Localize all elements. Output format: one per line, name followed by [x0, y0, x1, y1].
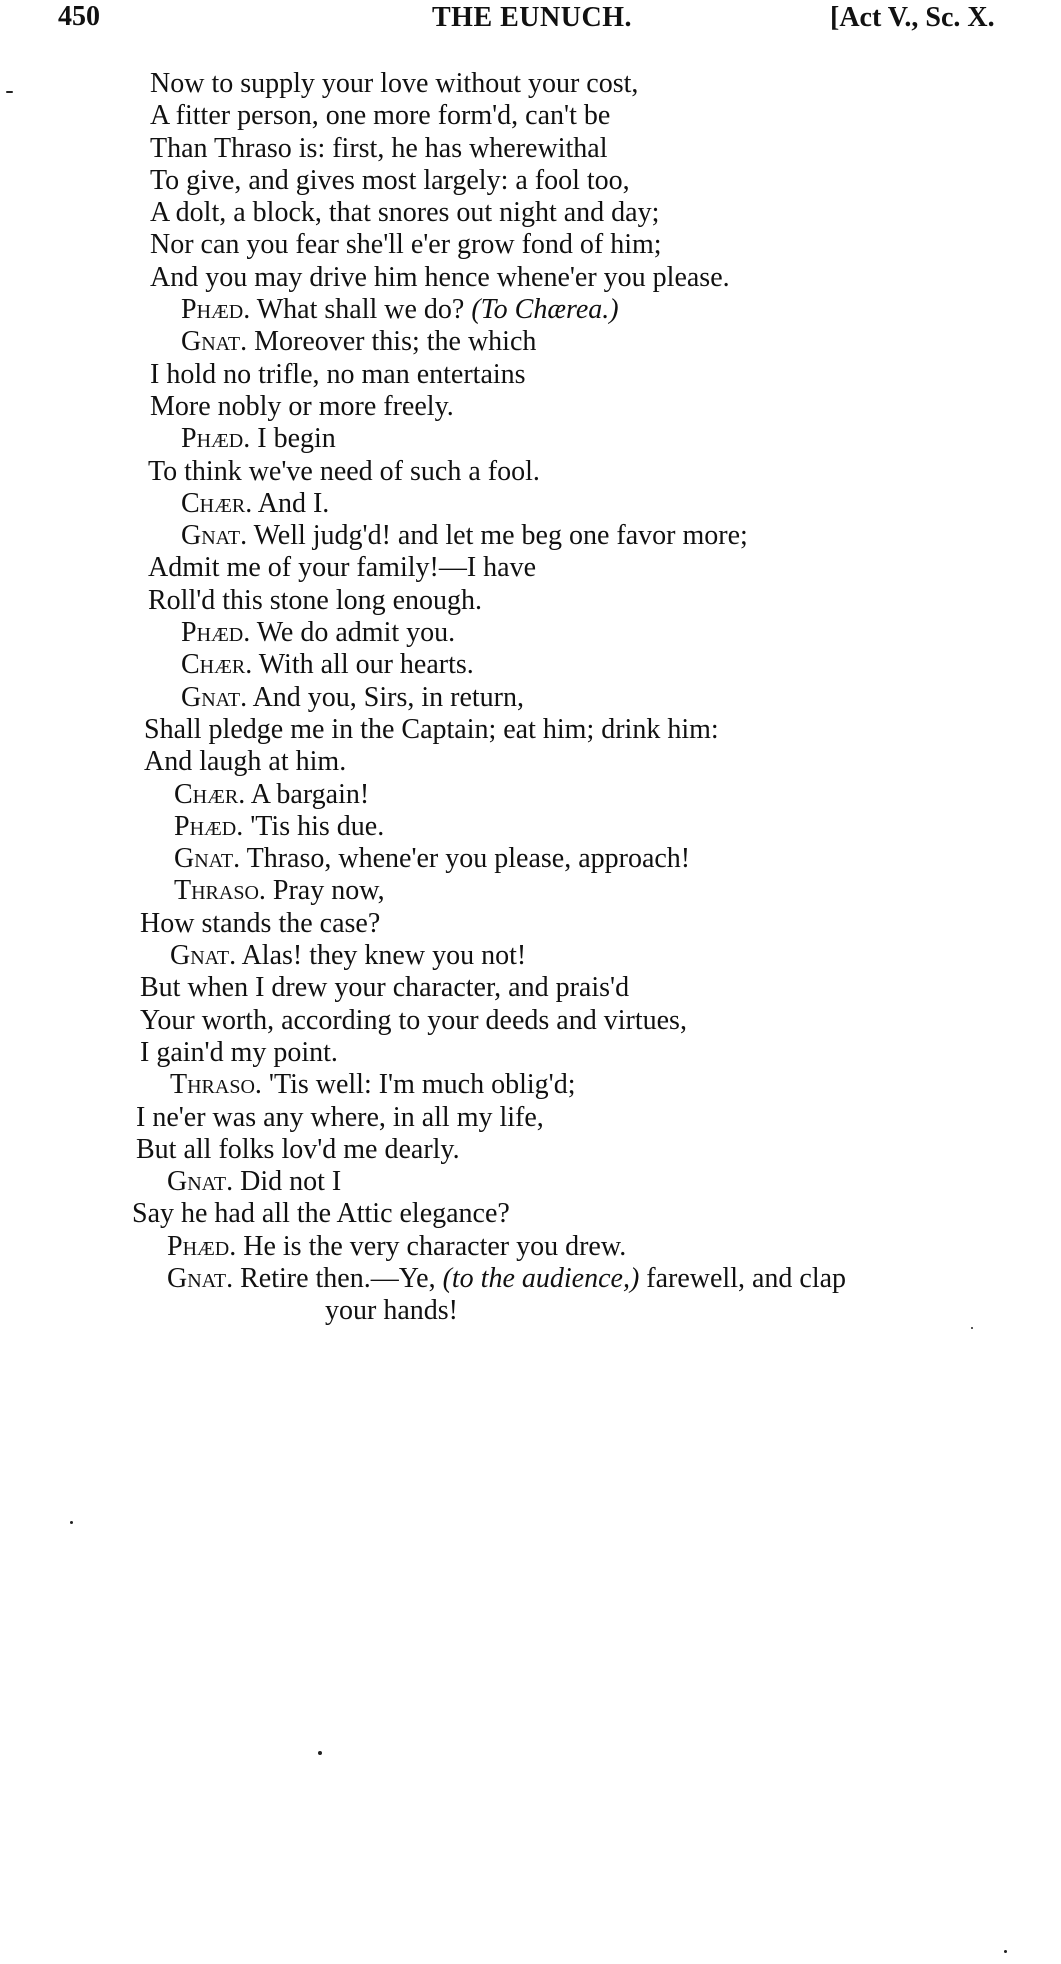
line-text: But all folks lov'd me dearly.	[136, 1133, 460, 1165]
text-line	[0, 68, 1061, 100]
speaker-name: Phæd.	[181, 423, 251, 455]
text-line	[0, 133, 1061, 165]
line-text: And I.	[257, 487, 330, 519]
speaker-name: Chær.	[181, 649, 253, 681]
line-text: A fitter person, one more form'd, can't be	[150, 100, 611, 132]
speaker-name: Phæd.	[181, 294, 251, 326]
text-line	[0, 294, 1061, 326]
text-line	[0, 617, 1061, 649]
line-text: More nobly or more freely.	[150, 390, 454, 422]
print-speck	[70, 1521, 73, 1524]
text-line	[0, 520, 1061, 552]
text-line	[0, 1069, 1061, 1101]
text-line	[0, 714, 1061, 746]
text-line	[0, 972, 1061, 1004]
text-line	[0, 552, 1061, 584]
text-line	[0, 391, 1061, 423]
line-text: I ne'er was any where, in all my life,	[136, 1101, 544, 1133]
text-line	[0, 100, 1061, 132]
line-text: Thraso, whene'er you please, approach!	[246, 843, 691, 875]
text-line	[0, 326, 1061, 358]
play-text	[0, 68, 1061, 1328]
speaker-name: Gnat.	[167, 1166, 234, 1198]
page-header	[0, 0, 1061, 50]
line-text: Alas! they knew you not!	[241, 940, 527, 972]
text-line	[0, 229, 1061, 261]
page-number: 450	[58, 1, 100, 32]
text-line	[0, 262, 1061, 294]
line-text: Now to supply your love without your cost,	[150, 68, 639, 99]
speaker-name: Gnat.	[181, 681, 248, 713]
text-line	[0, 1198, 1061, 1230]
text-line	[0, 682, 1061, 714]
act-scene-label: [Act V., Sc. X.	[830, 2, 995, 33]
speaker-name: Gnat.	[181, 520, 248, 552]
line-text: Nor can you fear she'll e'er grow fond of him;	[150, 229, 662, 261]
line-text: How stands the case?	[140, 907, 381, 939]
text-line	[0, 423, 1061, 455]
text-line	[0, 908, 1061, 940]
line-text: And laugh at him.	[144, 746, 347, 778]
line-text: A bargain!	[250, 778, 370, 810]
line-text: Than Thraso is: first, he has wherewithal	[150, 132, 608, 164]
text-line	[0, 940, 1061, 972]
text-line	[0, 811, 1061, 843]
speaker-name: Chær.	[174, 778, 246, 810]
line-text: 'Tis his due.	[250, 810, 385, 842]
line-text: What shall we do?	[256, 294, 465, 326]
line-text: To give, and gives most largely: a fool too,	[150, 164, 630, 196]
line-text: Well judg'd! and let me beg one favor more;	[253, 520, 748, 552]
line-text: Roll'd this stone long enough.	[148, 584, 483, 616]
line-text: And you, Sirs, in return,	[252, 681, 525, 713]
text-line	[0, 165, 1061, 197]
text-line	[0, 1231, 1061, 1263]
text-line	[0, 779, 1061, 811]
text-line	[0, 585, 1061, 617]
line-text: I gain'd my point.	[140, 1036, 338, 1068]
stage-direction: (to the audience,)	[442, 1262, 640, 1294]
speaker-name: Thraso.	[170, 1069, 262, 1101]
print-speck	[971, 1327, 973, 1329]
line-text: I hold no trifle, no man entertains	[150, 358, 526, 390]
speaker-name: Gnat.	[170, 940, 237, 972]
text-line	[0, 1134, 1061, 1166]
speaker-name: Gnat.	[167, 1262, 234, 1294]
line-text: Admit me of your family!—I have	[148, 552, 537, 584]
speaker-name: Gnat.	[174, 843, 241, 875]
line-text: Retire then.—Ye,	[240, 1262, 436, 1294]
text-line	[0, 746, 1061, 778]
line-text: We do admit you.	[256, 617, 456, 649]
text-line	[0, 456, 1061, 488]
line-text: Say he had all the Attic elegance?	[132, 1198, 510, 1230]
text-line	[0, 488, 1061, 520]
line-text: A dolt, a block, that snores out night and day;	[150, 197, 660, 229]
text-line	[0, 649, 1061, 681]
speaker-name: Phæd.	[174, 810, 244, 842]
text-line	[0, 197, 1061, 229]
text-line	[0, 1005, 1061, 1037]
line-text: And you may drive him hence whene'er you please.	[150, 261, 730, 293]
text-line	[0, 1037, 1061, 1069]
text-line	[0, 875, 1061, 907]
running-title: THE EUNUCH.	[432, 2, 632, 33]
line-text: Did not I	[240, 1166, 342, 1198]
print-speck	[1004, 1950, 1007, 1953]
text-line	[0, 359, 1061, 391]
print-speck	[318, 1751, 322, 1755]
print-speck	[6, 91, 13, 93]
text-line	[0, 1295, 1061, 1327]
line-text: But when I drew your character, and prais'd	[140, 972, 630, 1004]
line-text: Shall pledge me in the Captain; eat him; drink him:	[144, 713, 719, 745]
line-text: He is the very character you drew.	[243, 1230, 627, 1262]
speaker-name: Phæd.	[167, 1230, 237, 1262]
line-text: To think we've need of such a fool.	[148, 455, 540, 487]
text-line	[0, 1166, 1061, 1198]
text-line	[0, 1263, 1061, 1295]
stage-direction: (To Chærea.)	[471, 294, 619, 326]
line-text: your hands!	[325, 1295, 458, 1327]
text-line	[0, 843, 1061, 875]
line-text: Pray now,	[272, 875, 385, 907]
speaker-name: Gnat.	[181, 326, 248, 358]
line-text: Moreover this; the which	[254, 326, 537, 358]
speaker-name: Chær.	[181, 487, 253, 519]
line-text: 'Tis well: I'm much oblig'd;	[268, 1069, 576, 1101]
line-text: Your worth, according to your deeds and virtues,	[140, 1004, 687, 1036]
speaker-name: Thraso.	[174, 875, 266, 907]
speaker-name: Phæd.	[181, 617, 251, 649]
line-text: With all our hearts.	[258, 649, 474, 681]
line-text-continued: farewell, and clap	[646, 1262, 847, 1294]
text-line	[0, 1102, 1061, 1134]
line-text: I begin	[257, 423, 336, 455]
